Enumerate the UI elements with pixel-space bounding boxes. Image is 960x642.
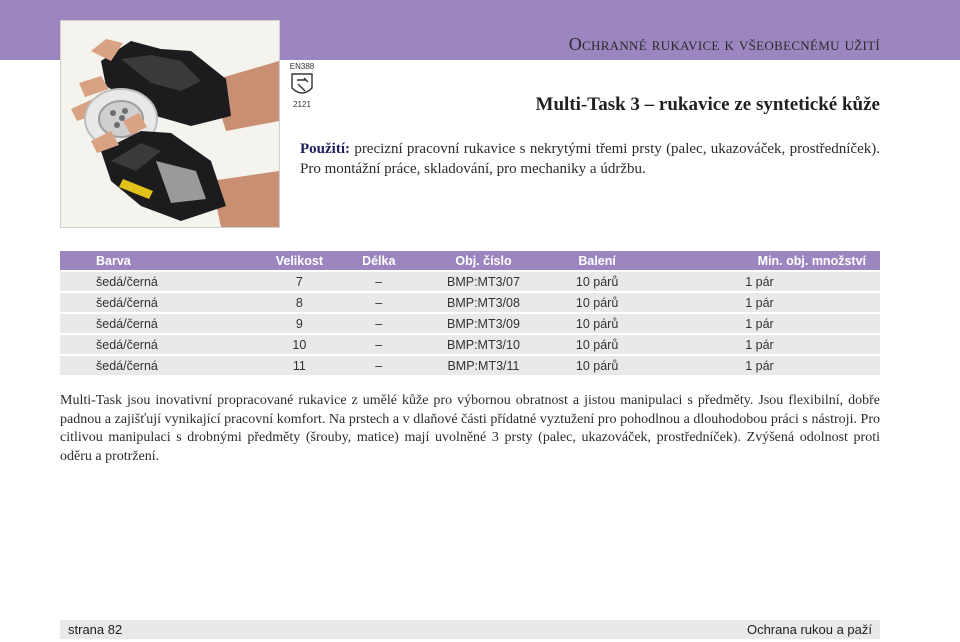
page-footer <box>60 620 880 639</box>
cell-packaging: 10 párů <box>555 335 639 354</box>
cell-size: 8 <box>253 293 346 312</box>
cell-packaging: 10 párů <box>555 272 639 291</box>
cell-color: šedá/černá <box>60 314 253 333</box>
column-header-min-order: Min. obj. množství <box>639 251 880 270</box>
cell-size: 7 <box>253 272 346 291</box>
cell-order-number: BMP:MT3/10 <box>412 335 556 354</box>
cell-min-order: 1 pár <box>639 272 880 291</box>
cell-order-number: BMP:MT3/07 <box>412 272 556 291</box>
performance-code: 2121 <box>293 100 311 109</box>
column-header-color: Barva <box>60 251 253 270</box>
hand-hammer-pictogram-icon <box>290 72 314 98</box>
fingerless-glove-image <box>61 21 279 227</box>
standard-label: EN388 <box>289 62 315 71</box>
cell-color: šedá/černá <box>60 272 253 291</box>
cell-min-order: 1 pár <box>639 356 880 375</box>
table-row <box>60 314 880 333</box>
cell-size: 9 <box>253 314 346 333</box>
cell-packaging: 10 párů <box>555 314 639 333</box>
product-spec-table <box>60 249 880 377</box>
column-header-packaging: Balení <box>555 251 639 270</box>
cell-color: šedá/černá <box>60 356 253 375</box>
cell-length: – <box>346 314 412 333</box>
cell-order-number: BMP:MT3/08 <box>412 293 556 312</box>
table-row <box>60 272 880 291</box>
table-row <box>60 356 880 375</box>
cell-min-order: 1 pár <box>639 293 880 312</box>
cell-min-order: 1 pár <box>639 314 880 333</box>
cell-min-order: 1 pár <box>639 335 880 354</box>
table-row <box>60 293 880 312</box>
cell-packaging: 10 párů <box>555 356 639 375</box>
product-photo <box>60 20 280 228</box>
chapter-name: Ochrana rukou a paží <box>746 622 872 637</box>
usage-text: precizní pracovní rukavice s nekrytými třemi prsty (palec, ukazováček, prostředníček). Pro montážní práce, skladování, pro mechaniky a údržbu. <box>300 141 880 177</box>
usage-paragraph <box>300 139 880 179</box>
cell-order-number: BMP:MT3/09 <box>412 314 556 333</box>
cell-order-number: BMP:MT3/11 <box>412 356 556 375</box>
cell-length: – <box>346 293 412 312</box>
usage-label: Použití: <box>300 141 350 157</box>
table-row <box>60 335 880 354</box>
table-header-row <box>60 251 880 270</box>
page-number: strana 82 <box>68 622 123 637</box>
cell-packaging: 10 párů <box>555 293 639 312</box>
column-header-order-number: Obj. číslo <box>412 251 556 270</box>
en388-certification <box>286 62 318 112</box>
cell-color: šedá/černá <box>60 293 253 312</box>
cell-length: – <box>346 356 412 375</box>
cell-length: – <box>346 272 412 291</box>
cell-size: 10 <box>253 335 346 354</box>
product-title: Multi-Task 3 – rukavice ze syntetické kůže <box>535 94 880 115</box>
cell-color: šedá/černá <box>60 335 253 354</box>
column-header-length: Délka <box>346 251 412 270</box>
cell-size: 11 <box>253 356 346 375</box>
section-title: Ochranné rukavice k všeobecnému užití <box>568 34 880 54</box>
cell-length: – <box>346 335 412 354</box>
product-description: Multi-Task jsou inovativní propracované rukavice z umělé kůže pro výbornou obratnost a jistou manipulaci s předměty. Jsou flexibilní, dobře padnou a zajišťují vynikající pracovní komfort. Na prstech a v dlaňové části přídatné vyztužení pro pohodlnou a dlouhodobou práci s nástroji. Pro citlivou manipulaci s drobnými předměty (šrouby, matice) mají uvolněné 3 prsty (palec, ukazováček, prostředníček). Zvýšená odolnost proti oděru a protržení. <box>60 393 880 464</box>
column-header-size: Velikost <box>253 251 346 270</box>
